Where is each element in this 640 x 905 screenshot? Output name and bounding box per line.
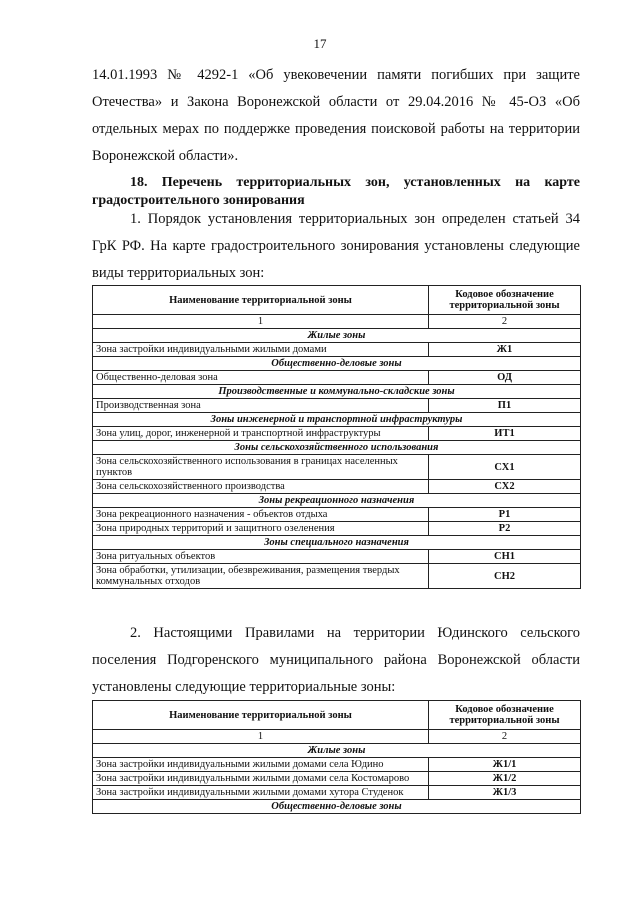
zone-name: Зона сельскохозяйственного использования в границах населенных пунктов bbox=[93, 455, 429, 480]
section-row bbox=[93, 357, 581, 371]
zone-name: Зона природных территорий и защитного озеленения bbox=[93, 522, 429, 536]
text-line: отдельных мерах по поддержке проведения поисковой работы на территории bbox=[92, 121, 580, 137]
header-zone-code: Кодовое обозначение территориальной зоны bbox=[429, 286, 581, 315]
zone-code: СН2 bbox=[429, 564, 581, 589]
table-row bbox=[93, 343, 581, 357]
section-row bbox=[93, 800, 581, 814]
table-row bbox=[93, 522, 581, 536]
text-line: Воронежской области». bbox=[92, 148, 239, 164]
table-row bbox=[93, 508, 581, 522]
zone-code: СХ2 bbox=[429, 480, 581, 494]
zone-name: Зона сельскохозяйственного производства bbox=[93, 480, 429, 494]
zone-category: Общественно-деловые зоны bbox=[93, 800, 581, 814]
section-row bbox=[93, 441, 581, 455]
column-number: 2 bbox=[429, 315, 581, 329]
zone-category: Зоны инженерной и транспортной инфраструктуры bbox=[93, 413, 581, 427]
zone-name: Общественно-деловая зона bbox=[93, 371, 429, 385]
paragraph-2 bbox=[92, 620, 580, 701]
section-row bbox=[93, 536, 581, 550]
zone-code: ИТ1 bbox=[429, 427, 581, 441]
zone-code: Р2 bbox=[429, 522, 581, 536]
zone-code: Ж1 bbox=[429, 343, 581, 357]
text-line: виды территориальных зон: bbox=[92, 265, 265, 281]
zone-code: Ж1/1 bbox=[429, 758, 581, 772]
table-row bbox=[93, 772, 581, 786]
zone-category: Зоны рекреационного назначения bbox=[93, 494, 581, 508]
column-number: 1 bbox=[93, 315, 429, 329]
text-line: Отечества» и Закона Воронежской области от 29.04.2016 № 45-ОЗ «Об bbox=[92, 94, 580, 110]
zone-category: Общественно-деловые зоны bbox=[93, 357, 581, 371]
table-row bbox=[93, 550, 581, 564]
text-line: 2. Настоящими Правилами на территории Юдинского сельского bbox=[130, 625, 580, 641]
paragraph-1 bbox=[92, 206, 580, 287]
section-row bbox=[93, 385, 581, 399]
text-line: 1. Порядок установления территориальных зон определен статьей 34 bbox=[130, 211, 580, 227]
header-zone-name: Наименование территориальной зоны bbox=[93, 286, 429, 315]
zone-code: Ж1/2 bbox=[429, 772, 581, 786]
zone-category: Жилые зоны bbox=[93, 329, 581, 343]
zone-category: Производственные и коммунально-складские зоны bbox=[93, 385, 581, 399]
section-row bbox=[93, 494, 581, 508]
zone-name: Производственная зона bbox=[93, 399, 429, 413]
section-row bbox=[93, 329, 581, 343]
column-number: 2 bbox=[429, 730, 581, 744]
zone-name: Зона застройки индивидуальными жилыми домами села Юдино bbox=[93, 758, 429, 772]
zone-name: Зона застройки индивидуальными жилыми домами bbox=[93, 343, 429, 357]
zone-code: СХ1 bbox=[429, 455, 581, 480]
table-row bbox=[93, 480, 581, 494]
zone-name: Зона рекреационного назначения - объектов отдыха bbox=[93, 508, 429, 522]
table-row bbox=[93, 786, 581, 800]
column-number: 1 bbox=[93, 730, 429, 744]
zone-name: Зона обработки, утилизации, обезвреживания, размещения твердых коммунальных отходов bbox=[93, 564, 429, 589]
table-row bbox=[93, 399, 581, 413]
section-row bbox=[93, 413, 581, 427]
zone-code: Ж1/3 bbox=[429, 786, 581, 800]
section-heading bbox=[92, 174, 580, 210]
header-zone-name: Наименование территориальной зоны bbox=[93, 701, 429, 730]
zone-code: ОД bbox=[429, 371, 581, 385]
zone-code: СН1 bbox=[429, 550, 581, 564]
table-row bbox=[93, 564, 581, 589]
text-line: ГрК РФ. На карте градостроительного зонирования установлены следующие bbox=[92, 238, 580, 254]
zone-category: Зоны сельскохозяйственного использования bbox=[93, 441, 581, 455]
zone-name: Зона застройки индивидуальными жилыми домами села Костомарово bbox=[93, 772, 429, 786]
zone-category: Жилые зоны bbox=[93, 744, 581, 758]
zone-code: Р1 bbox=[429, 508, 581, 522]
zone-name: Зона застройки индивидуальными жилыми домами хутора Студенок bbox=[93, 786, 429, 800]
zone-code: П1 bbox=[429, 399, 581, 413]
zone-category: Зоны специального назначения bbox=[93, 536, 581, 550]
heading-line: 18. Перечень территориальных зон, установленных на карте bbox=[130, 175, 580, 190]
table-row bbox=[93, 455, 581, 480]
table-row bbox=[93, 758, 581, 772]
text-line: 14.01.1993 № 4292-1 «Об увековечении памяти погибших при защите bbox=[92, 67, 580, 83]
zone-name: Зона улиц, дорог, инженерной и транспортной инфраструктуры bbox=[93, 427, 429, 441]
header-zone-code: Кодовое обозначение территориальной зоны bbox=[429, 701, 581, 730]
table-row bbox=[93, 427, 581, 441]
table-row bbox=[93, 371, 581, 385]
zones-table-2 bbox=[92, 700, 581, 814]
zone-name: Зона ритуальных объектов bbox=[93, 550, 429, 564]
section-row bbox=[93, 744, 581, 758]
intro-paragraph bbox=[92, 62, 580, 170]
text-line: установлены следующие территориальные зоны: bbox=[92, 679, 396, 695]
zones-table-1 bbox=[92, 285, 581, 589]
heading-line: градостроительного зонирования bbox=[92, 193, 305, 208]
text-line: поселения Подгоренского муниципального района Воронежской области bbox=[92, 652, 580, 668]
page-number: 17 bbox=[313, 36, 327, 51]
